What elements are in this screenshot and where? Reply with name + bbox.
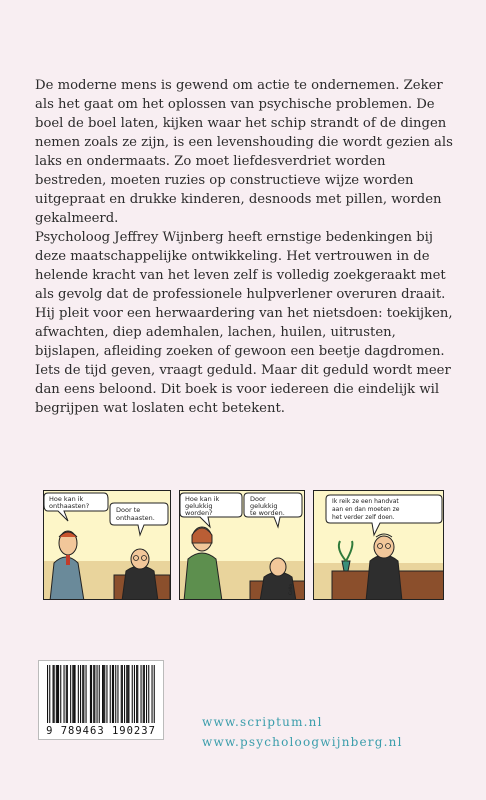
barcode-bar	[126, 665, 127, 723]
barcode-bar	[104, 665, 105, 723]
barcode-bar	[132, 665, 133, 723]
blurb-paragraph-2: Psycholoog Jeffrey Wijnberg heeft ernstige bedenkingen bij deze maatschappelijke ontwikkeling. Het vertrouwen in de helende kracht van het leven zelf is volledig zoekgeraakt met als gevolg dat de professionele hulpverlener overuren draait. Hij pleit voor een herwaardering van het nietsdoen: toekijken, afwachten, diep ademhalen, lachen, huilen, uitrusten, bijslapen, afleiding zoeken of gewoon een beetje dagdromen. Iets de tijd geven, vraagt geduld. Maar dit geduld wordt meer dan eens beloond. Dit boek is voor iedereen die eindelijk wil begrijpen wat loslaten echt betekent.	[35, 230, 453, 416]
comic-p1-left-line1: Hoe kan ik	[49, 495, 84, 503]
barcode-bar	[128, 665, 129, 723]
comic-p2-left-line2: gelukkig	[185, 502, 213, 510]
barcode-bar	[152, 665, 153, 723]
comic-p2-left-line3: worden?	[185, 509, 213, 517]
barcode-bar	[53, 665, 54, 723]
barcode-bar	[127, 665, 128, 723]
barcode-bar	[58, 665, 59, 723]
comic-panel-3	[313, 490, 444, 600]
barcode-bar	[57, 665, 58, 723]
comic-p1-right-line2: onthaasten.	[116, 514, 155, 522]
comic-p2-right-line1: Door	[250, 495, 266, 503]
comic-signature: Cello	[289, 583, 294, 595]
comic-p3-line3: het verder zelf doen.	[332, 514, 395, 521]
comic-p2-left-line1: Hoe kan ik	[185, 495, 220, 503]
comic-panel-1	[43, 490, 171, 600]
barcode-bar	[106, 665, 107, 723]
barcode-bar	[134, 665, 135, 723]
comic-p3-line2: aan en dan moeten ze	[332, 506, 400, 513]
comic-strip	[43, 490, 444, 600]
barcode-bar	[64, 665, 65, 723]
barcode-bar	[154, 665, 155, 723]
barcode-bar	[99, 665, 100, 723]
barcode-bar	[78, 665, 79, 723]
blurb-paragraph-1: De moderne mens is gewend om actie te ondernemen. Zeker als het gaat om het oplossen van psychische problemen. De boel de boel laten, kijken waar het schip strandt of de dingen nemen zoals ze zijn, is een levenshouding die wordt gezien als laks en ondermaats. Zo moet liefdesverdriet worden bestreden, moeten ruzies op constructieve wijze worden uitgepraat en drukke kinderen, desnoods met pillen, worden gekalmeerd.	[35, 78, 453, 226]
comic-p1-left-line2: onthaasten?	[49, 502, 90, 510]
barcode-bar	[82, 665, 83, 723]
isbn-number: 9 789463 190237	[46, 725, 156, 737]
barcode-bar	[137, 665, 138, 723]
barcode-bar	[97, 665, 98, 723]
barcode-bar	[47, 665, 48, 723]
barcode-bar	[93, 665, 94, 723]
comic-p2-right-line3: te worden.	[250, 509, 285, 517]
barcode-bar	[73, 665, 74, 723]
barcode-bar	[54, 665, 55, 723]
comic-p2-right-line2: gelukkig	[250, 502, 278, 510]
barcode-bar	[112, 665, 113, 723]
barcode-bar	[75, 665, 76, 723]
barcode-bar	[121, 665, 122, 723]
barcode-bar	[66, 665, 67, 723]
barcode-bar	[102, 665, 103, 723]
barcode-bar	[72, 665, 73, 723]
barcode-bar	[80, 665, 81, 723]
comic-p3-line1: Ik reik ze een handvat	[332, 498, 399, 505]
url-psycholoogwijnberg[interactable]: www.psycholoogwijnberg.nl	[202, 735, 403, 749]
barcode-bar	[90, 665, 91, 723]
barcode-bar	[70, 665, 71, 723]
url-scriptum[interactable]: www.scriptum.nl	[202, 715, 323, 729]
barcode-bars	[39, 665, 163, 729]
barcode-bar	[110, 665, 111, 723]
barcode-bar	[49, 665, 50, 723]
barcode-bar	[136, 665, 137, 723]
barcode-bar	[141, 665, 142, 723]
barcode-bar	[124, 665, 125, 723]
barcode-bar	[67, 665, 68, 723]
barcode-bar	[94, 665, 95, 723]
barcode-bar	[86, 665, 87, 723]
barcode-bar	[115, 665, 116, 723]
barcode-bar	[113, 665, 114, 723]
comic-p1-right-line1: Door te	[116, 506, 141, 514]
barcode-bar	[122, 665, 123, 723]
barcode	[38, 660, 164, 740]
barcode-bar	[103, 665, 104, 723]
comic-panel-2-drawing	[180, 491, 305, 600]
barcode-bar	[60, 665, 61, 723]
barcode-bar	[146, 665, 147, 723]
comic-panel-2	[179, 490, 305, 600]
comic-panel-1-drawing	[44, 491, 171, 600]
barcode-bar	[143, 665, 144, 723]
comic-panel-3-drawing	[314, 491, 444, 600]
barcode-bar	[117, 665, 118, 723]
back-cover-blurb	[35, 76, 455, 418]
barcode-bar	[83, 665, 84, 723]
barcode-bar	[56, 665, 57, 723]
website-links	[202, 712, 403, 752]
barcode-bar	[144, 665, 145, 723]
barcode-bar	[148, 665, 149, 723]
barcode-bar	[91, 665, 92, 723]
